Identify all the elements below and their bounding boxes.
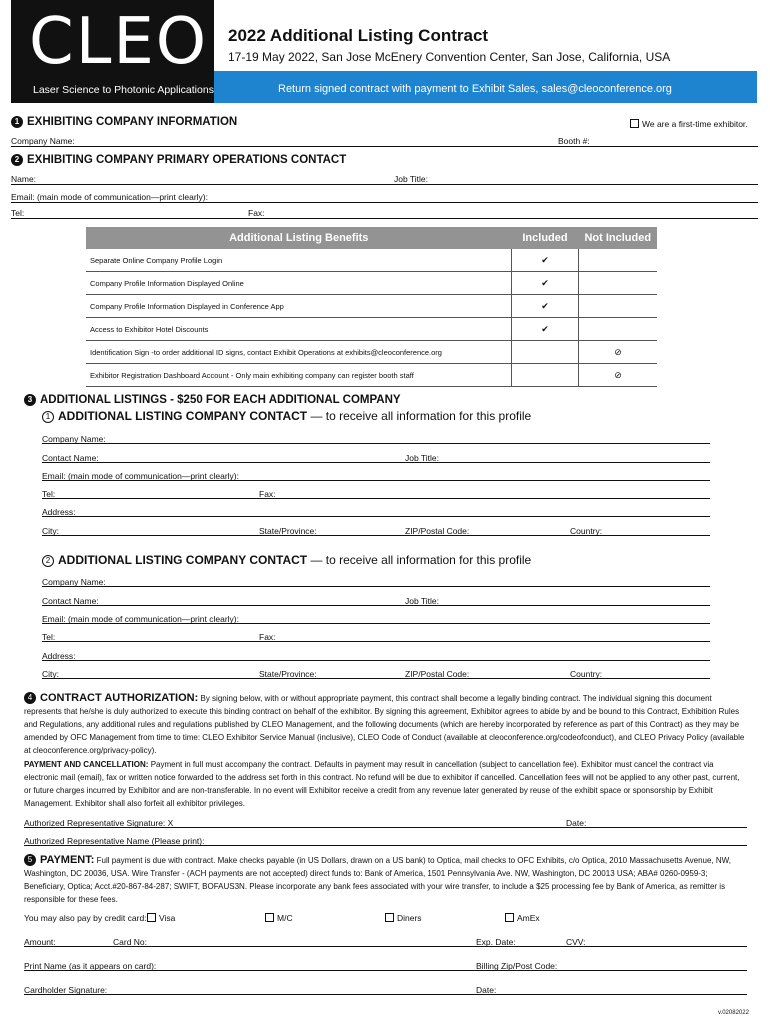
c2-address-label: Address: <box>42 651 76 661</box>
pc-text: Payment in full must accompany the contract. Defaults in payment may result in cancellation (subject to cancellation fee). Exhibitor must cancel the contract via electronic mail (email), fax or written notice forwarded to the address set forth in this contract. No refund will be due to exhibitor if cancelled. Cancellation fees will not be applied to any other past, current, or future charges incurred by Exhibitor and are non-transferable. In no event will Exhibitor receive a credit from any revenue later generated by reuse of the exhibit space or sponsorship by Exhibit Management. Exhibitor shall also forfeit all exhibitor privileges. <box>24 760 740 808</box>
c2-fax-label: Fax: <box>259 632 276 642</box>
cardholder-date-label: Date: <box>476 985 497 995</box>
company-name-label: Company Name: <box>11 136 75 146</box>
table-row <box>86 364 657 387</box>
contract-authorization <box>24 692 746 757</box>
not-included-cell <box>579 272 658 295</box>
included-header: Included <box>512 227 579 249</box>
c2-tel-label: Tel: <box>42 632 56 642</box>
amex-option[interactable] <box>505 913 540 923</box>
c1-address-field[interactable] <box>42 516 710 517</box>
prohibited-icon: ⊘ <box>579 364 658 387</box>
c2-contact-field[interactable] <box>42 605 710 606</box>
section-4-title: CONTRACT AUTHORIZATION: <box>40 692 199 704</box>
mc-label: M/C <box>277 913 293 923</box>
c2-zip-label: ZIP/Postal Code: <box>405 669 470 679</box>
booth-label: Booth #: <box>558 136 590 146</box>
c1-city-label: City: <box>42 526 59 536</box>
checkbox-icon[interactable] <box>265 913 274 922</box>
num-1-icon: 1 <box>11 116 23 128</box>
benefit-label: Company Profile Information Displayed Online <box>86 272 512 295</box>
num-3-icon: 3 <box>24 394 36 406</box>
signature-date-label: Date: <box>566 818 587 828</box>
section-1-title <box>11 116 237 128</box>
c1-tel-field[interactable] <box>42 498 710 499</box>
logo-tagline: Laser Science to Photonic Applications <box>33 84 214 96</box>
banner-text: Return signed contract with payment to Exhibit Sales, sales@cleoconference.org <box>278 83 672 95</box>
job-title-label: Job Title: <box>394 174 429 184</box>
c2-job-label: Job Title: <box>405 596 440 606</box>
check-icon: ✔ <box>512 295 579 318</box>
circle-2-icon: 2 <box>42 555 54 567</box>
pc-title: PAYMENT AND CANCELLATION: <box>24 760 149 769</box>
contact-2-suffix: — to receive all information for this profile <box>310 553 532 567</box>
payment-text: Full payment is due with contract. Make checks payable (in US Dollars, drawn on a US bank) to Optica, mail checks to OFC Exhibits, c/o Optica, 2010 Massachusetts Avenue, NW, Washington, DC 20036, USA. Wire Transfer - (ACH payments are not accepted) direct funds to: Bank of America, 1501 Pennsylvania Ave. NW, Washington, DC 20013 USA; ABA# 0260-0959-3; Beneficiary, Optica; Acct.#20-867-84-287; SWIFT, BOFAUS3N. Please incorporate any bank fees associated with your wire transfer, to include a $25 processing fee by Bank of America, as remitter is responsible for these fees. <box>24 856 731 904</box>
payment-cancellation <box>24 758 746 810</box>
included-cell <box>512 341 579 364</box>
c1-contact-label: Contact Name: <box>42 453 99 463</box>
company-name-field[interactable] <box>11 146 758 147</box>
tel-fax-field[interactable] <box>11 218 758 219</box>
benefit-label: Separate Online Company Profile Login <box>86 249 512 272</box>
print-name-label: Print Name (as it appears on card): <box>24 961 157 971</box>
not-included-header: Not Included <box>579 227 658 249</box>
fax-label: Fax: <box>248 208 265 218</box>
benefit-label: Access to Exhibitor Hotel Discounts <box>86 318 512 341</box>
c1-address-label: Address: <box>42 507 76 517</box>
page-title: 2022 Additional Listing Contract <box>228 26 489 45</box>
email-label: Email: (main mode of communication—print clearly): <box>11 192 208 202</box>
section-3-label: ADDITIONAL LISTINGS - $250 FOR EACH ADDITIONAL COMPANY <box>40 394 401 406</box>
contact-1-title <box>42 409 531 423</box>
num-5-icon: 5 <box>24 854 36 866</box>
amount-label: Amount: <box>24 937 56 947</box>
section-2-label: EXHIBITING COMPANY PRIMARY OPERATIONS CONTACT <box>27 154 347 166</box>
c1-zip-label: ZIP/Postal Code: <box>405 526 470 536</box>
benefit-label: Exhibitor Registration Dashboard Account - Only main exhibiting company can register booth staff <box>86 364 512 387</box>
billing-zip-label: Billing Zip/Post Code: <box>476 961 558 971</box>
cardholder-label: Cardholder Signature: <box>24 985 108 995</box>
section-2-title <box>11 154 346 166</box>
rep-name-field[interactable] <box>24 845 747 846</box>
check-icon: ✔ <box>512 249 579 272</box>
c1-contact-field[interactable] <box>42 462 710 463</box>
not-included-cell <box>579 318 658 341</box>
c2-company-label: Company Name: <box>42 577 106 587</box>
tel-label: Tel: <box>11 208 25 218</box>
first-time-label: We are a first-time exhibitor. <box>642 119 748 129</box>
table-row <box>86 318 657 341</box>
benefits-table <box>86 227 657 387</box>
c2-state-label: State/Province: <box>259 669 317 679</box>
c1-company-label: Company Name: <box>42 434 106 444</box>
rep-name-label: Authorized Representative Name (Please print): <box>24 836 205 846</box>
c1-job-label: Job Title: <box>405 453 440 463</box>
c2-tel-field[interactable] <box>42 641 710 642</box>
email-field[interactable] <box>11 202 758 203</box>
not-included-cell <box>579 295 658 318</box>
amount-field[interactable] <box>24 946 747 947</box>
name-field[interactable] <box>11 184 758 185</box>
page-subtitle: 17-19 May 2022, San Jose McEnery Convention Center, San Jose, California, USA <box>228 50 671 64</box>
benefits-header-row <box>86 227 657 249</box>
c2-city-label: City: <box>42 669 59 679</box>
name-label: Name: <box>11 174 37 184</box>
checkbox-icon[interactable] <box>147 913 156 922</box>
benefit-label: Identification Sign -to order additional ID signs, contact Exhibit Operations at exhibits@cleoconference.org <box>86 341 512 364</box>
c2-company-field[interactable] <box>42 586 710 587</box>
c1-state-label: State/Province: <box>259 526 317 536</box>
circle-1-icon: 1 <box>42 411 54 423</box>
table-row <box>86 249 657 272</box>
checkbox-icon[interactable] <box>630 119 639 128</box>
c2-contact-label: Contact Name: <box>42 596 99 606</box>
contact-1-label: ADDITIONAL LISTING COMPANY CONTACT <box>58 409 308 423</box>
visa-label: Visa <box>159 913 176 923</box>
contact-2-label: ADDITIONAL LISTING COMPANY CONTACT <box>58 553 308 567</box>
signature-label: Authorized Representative Signature: X <box>24 818 174 828</box>
num-2-icon: 2 <box>11 154 23 166</box>
print-name-field[interactable] <box>24 970 747 971</box>
signature-field[interactable] <box>24 827 747 828</box>
c2-email-label: Email: (main mode of communication—print clearly): <box>42 614 239 624</box>
prohibited-icon: ⊘ <box>579 341 658 364</box>
cc-intro: You may also pay by credit card: <box>24 913 147 923</box>
c2-country-label: Country: <box>570 669 603 679</box>
table-row <box>86 295 657 318</box>
version-label: v.02082022 <box>718 1010 749 1016</box>
section-5-title: PAYMENT: <box>40 854 95 866</box>
table-row <box>86 341 657 364</box>
cardholder-field[interactable] <box>24 994 747 995</box>
table-row <box>86 272 657 295</box>
diners-option[interactable] <box>385 913 422 923</box>
c2-address-field[interactable] <box>42 660 710 661</box>
mc-option[interactable] <box>265 913 293 923</box>
amex-label: AmEx <box>517 913 540 923</box>
num-4-icon: 4 <box>24 692 36 704</box>
c1-email-field[interactable] <box>42 480 710 481</box>
visa-option[interactable] <box>147 913 175 923</box>
included-cell <box>512 364 579 387</box>
c2-email-field[interactable] <box>42 623 710 624</box>
c2-city-field[interactable] <box>42 678 710 679</box>
c1-tel-label: Tel: <box>42 489 56 499</box>
c1-email-label: Email: (main mode of communication—print clearly): <box>42 471 239 481</box>
benefit-label: Company Profile Information Displayed in Conference App <box>86 295 512 318</box>
section-3-title <box>24 394 401 406</box>
exp-label: Exp. Date: <box>476 937 516 947</box>
contact-1-suffix: — to receive all information for this profile <box>310 409 532 423</box>
logo-word: CLEO <box>29 5 209 79</box>
return-banner <box>214 71 757 103</box>
not-included-cell <box>579 249 658 272</box>
card-no-label: Card No: <box>113 937 148 947</box>
first-time-checkbox[interactable] <box>630 119 748 129</box>
cleo-logo <box>11 0 214 103</box>
contact-2-title <box>42 553 531 567</box>
check-icon: ✔ <box>512 272 579 295</box>
c1-company-field[interactable] <box>42 443 710 444</box>
diners-label: Diners <box>397 913 422 923</box>
cvv-label: CVV: <box>566 937 586 947</box>
payment-section <box>24 854 746 906</box>
section-1-label: EXHIBITING COMPANY INFORMATION <box>27 116 238 128</box>
c1-fax-label: Fax: <box>259 489 276 499</box>
checkbox-icon[interactable] <box>385 913 394 922</box>
authorization-text: By signing below, with or without appropriate payment, this contract shall become a legally binding contract. The individual signing this document represents that he/she is duly authorized to execute this binding contract on behalf of the exhibitor. By signing this agreement, Exhibitor agrees to abide by and be bound to this Contract, Exhibition Rules and Regulations, any additional rules and regulations published by CLEO Management, and the following documents (which are hereby incorporated by reference as part of this Contract) as they may be amended by OFC Management from time to time: CLEO Exhibitor Service Manual (inclusive), CLEO Code of Conduct (available at cleoconference.org/codeofconduct), and CLEO Privacy Policy (available at cleoconference.org/privacy-policy). <box>24 694 745 755</box>
c1-country-label: Country: <box>570 526 603 536</box>
check-icon: ✔ <box>512 318 579 341</box>
c1-city-field[interactable] <box>42 535 710 536</box>
benefits-header: Additional Listing Benefits <box>86 227 512 249</box>
checkbox-icon[interactable] <box>505 913 514 922</box>
